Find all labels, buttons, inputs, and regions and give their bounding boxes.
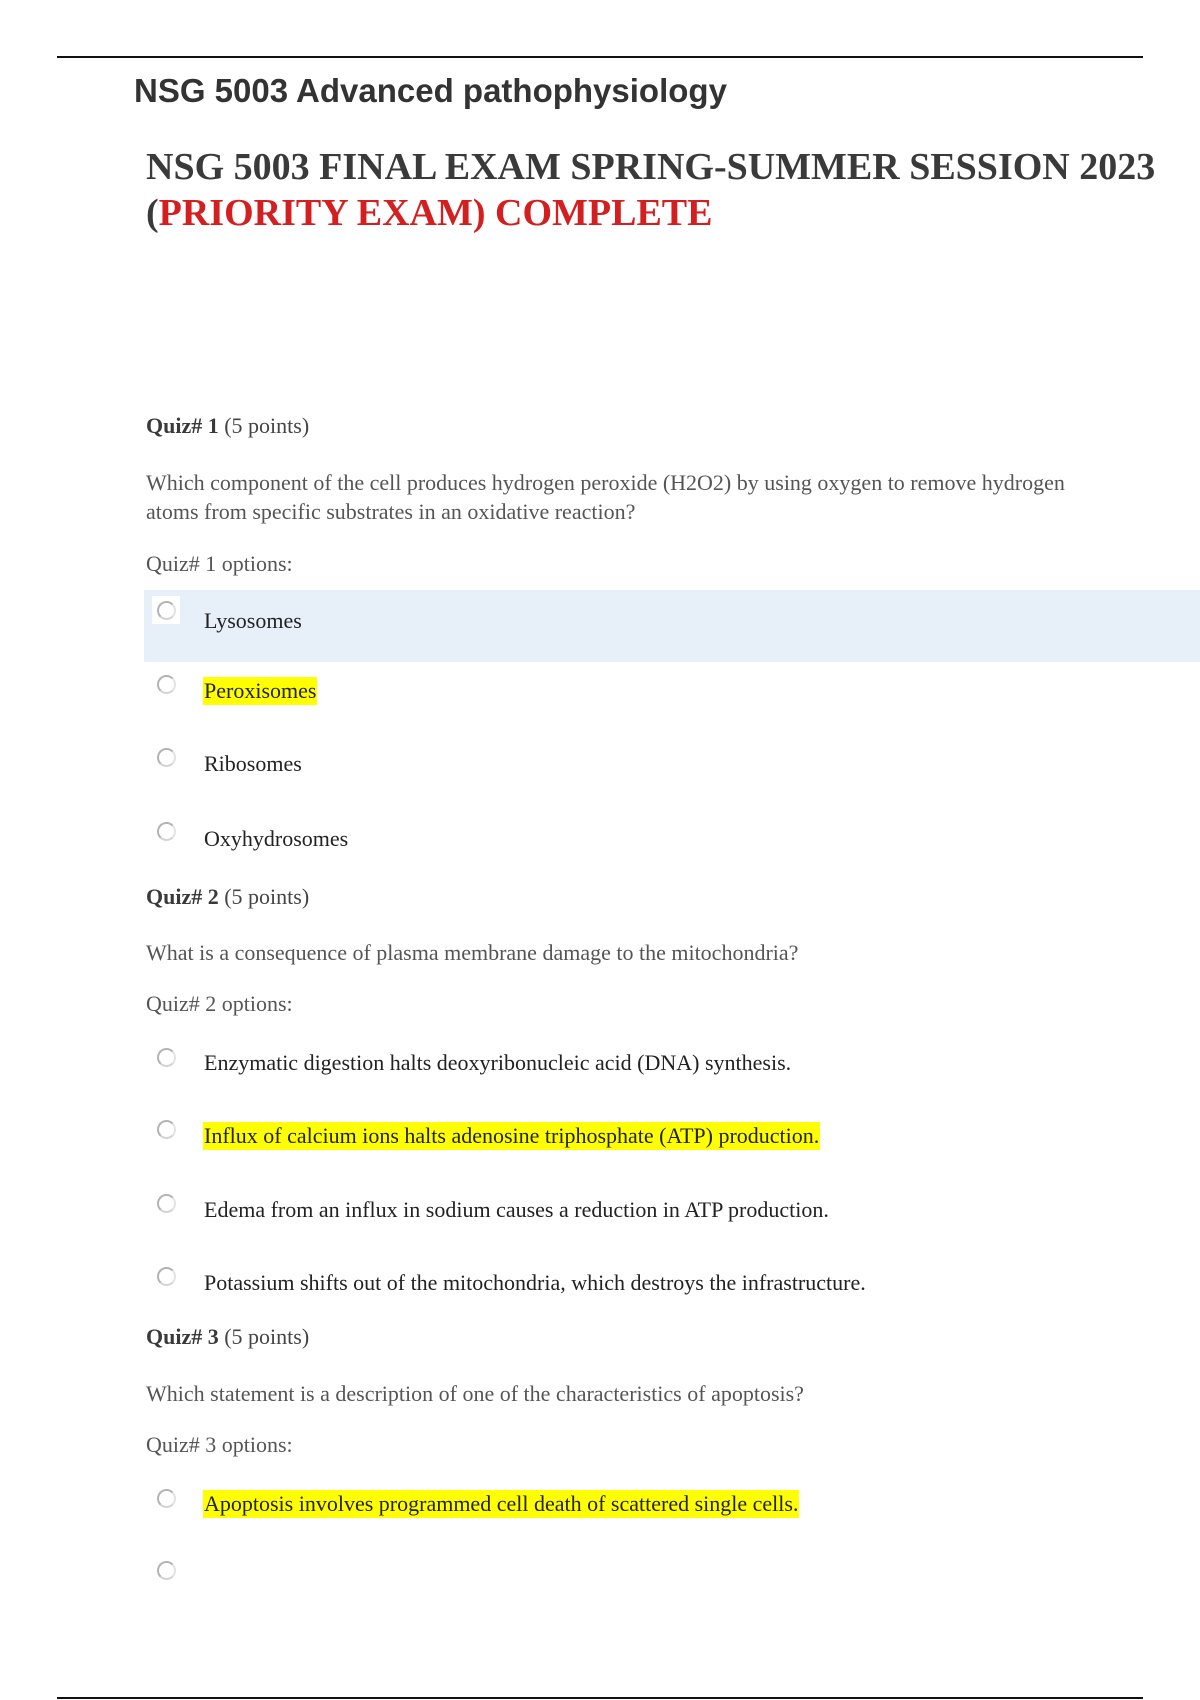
- quiz-3-question: Which statement is a description of one of the characteristics of apoptosis?: [146, 1381, 804, 1406]
- exam-title: [146, 144, 1155, 236]
- quiz-1-option-1[interactable]: [144, 590, 1200, 662]
- quiz-1-points: (5 points): [224, 413, 310, 438]
- quiz-1-option-2[interactable]: [144, 670, 1200, 742]
- option-text: [203, 1562, 205, 1564]
- quiz-3-options-label: Quiz# 3 options:: [146, 1432, 293, 1457]
- quiz-2-question: What is a consequence of plasma membrane damage to the mitochondria?: [146, 940, 799, 965]
- quiz-3-heading: [146, 1324, 309, 1350]
- bottom-rule: [57, 1697, 1143, 1699]
- option-text: Lysosomes: [204, 608, 302, 633]
- quiz-3-option-2[interactable]: [144, 1556, 1200, 1628]
- top-rule: [57, 56, 1143, 58]
- quiz-3-label: Quiz# 3: [146, 1324, 219, 1349]
- radio-button[interactable]: [152, 1189, 180, 1217]
- radio-button[interactable]: [152, 743, 180, 771]
- radio-button[interactable]: [152, 817, 180, 845]
- quiz-2-points: (5 points): [224, 884, 310, 909]
- option-text: Potassium shifts out of the mitochondria, which destroys the infrastructure.: [204, 1270, 866, 1295]
- option-text: Oxyhydrosomes: [204, 826, 349, 851]
- quiz-1-option-4[interactable]: [144, 817, 1200, 889]
- exam-title-paren: (: [146, 192, 159, 234]
- quiz-2-option-2[interactable]: [144, 1115, 1200, 1187]
- quiz-2-options-label: Quiz# 2 options:: [146, 991, 293, 1016]
- radio-button[interactable]: [152, 1262, 180, 1290]
- radio-button[interactable]: [152, 1556, 180, 1584]
- radio-button[interactable]: [152, 1484, 180, 1512]
- quiz-1-question: Which component of the cell produces hydrogen peroxide (H2O2) by using oxygen to remove hydrogen atoms from specific substrates in an oxidative reaction?: [146, 470, 1065, 524]
- radio-button[interactable]: [152, 1043, 180, 1071]
- radio-button[interactable]: [152, 670, 180, 698]
- option-text: Apoptosis involves programmed cell death of scattered single cells.: [204, 1491, 799, 1516]
- course-title: NSG 5003 Advanced pathophysiology: [134, 72, 727, 109]
- radio-button[interactable]: [152, 1115, 180, 1143]
- quiz-2-label: Quiz# 2: [146, 884, 219, 909]
- quiz-2-heading: [146, 884, 309, 910]
- radio-button[interactable]: [152, 596, 180, 624]
- quiz-1-label: Quiz# 1: [146, 413, 219, 438]
- quiz-1-heading: [146, 413, 309, 439]
- quiz-2-option-1[interactable]: [144, 1043, 1200, 1115]
- option-text: Peroxisomes: [204, 678, 317, 703]
- quiz-3-points: (5 points): [224, 1324, 310, 1349]
- exam-title-line-1: NSG 5003 FINAL EXAM SPRING-SUMMER SESSION 2023: [146, 146, 1156, 188]
- option-text: Enzymatic digestion halts deoxyribonucleic acid (DNA) synthesis.: [204, 1050, 792, 1075]
- quiz-1-option-3[interactable]: [144, 743, 1200, 815]
- option-text: Edema from an influx in sodium causes a reduction in ATP production.: [204, 1197, 829, 1222]
- quiz-1-options-label: Quiz# 1 options:: [146, 551, 293, 576]
- exam-title-line-2: [146, 190, 1155, 236]
- option-text: Ribosomes: [204, 751, 302, 776]
- exam-title-priority: PRIORITY EXAM) COMPLETE: [158, 192, 713, 234]
- quiz-3-option-1[interactable]: [144, 1484, 1200, 1556]
- quiz-2-option-3[interactable]: [144, 1189, 1200, 1261]
- option-text: Influx of calcium ions halts adenosine triphosphate (ATP) production.: [204, 1123, 820, 1148]
